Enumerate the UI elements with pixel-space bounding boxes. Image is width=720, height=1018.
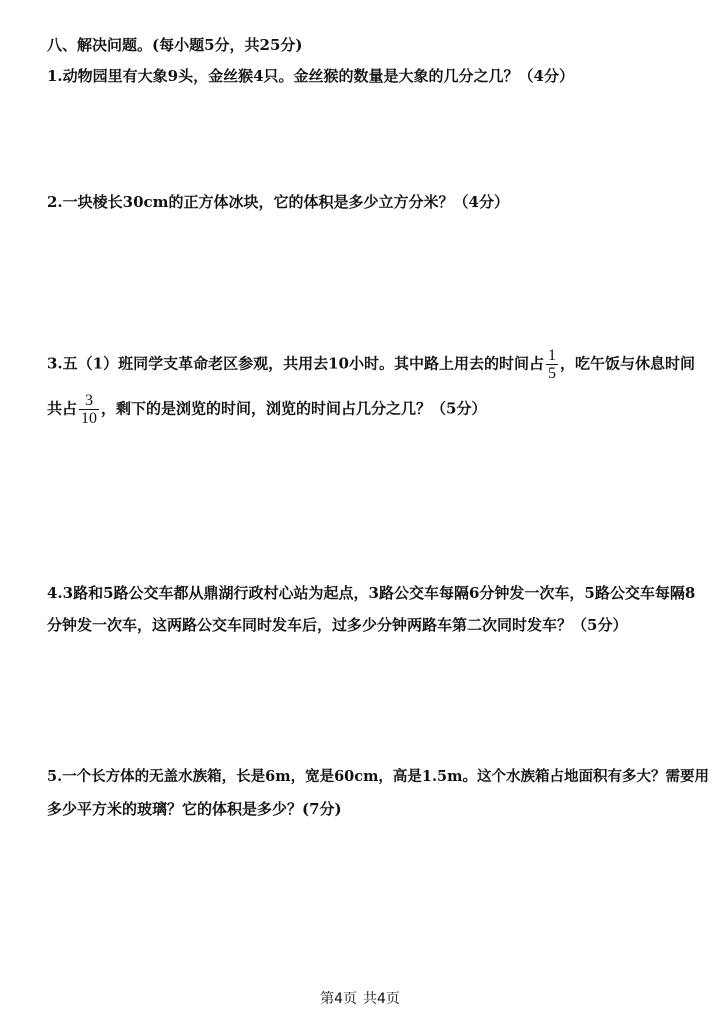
question-5-line-2: 多少平方米的玻璃？它的体积是多少？(7分) — [47, 800, 342, 818]
page-footer — [0, 988, 720, 1008]
fraction-one-fifth — [546, 347, 558, 382]
question-3-line-2 — [47, 392, 486, 427]
question-3-text-a: 3.五（1）班同学支革命老区参观，共用去10小时。其中路上用去的时间占 — [47, 354, 544, 373]
question-3-text-d: ，剩下的是浏览的时间，浏览的时间占几分之几？（5分） — [101, 399, 487, 418]
question-4-line-2: 分钟发一次车，这两路公交车同时发车后，过多少分钟两路车第二次同时发车？（5分） — [47, 616, 628, 634]
question-5-line-1: 5.一个长方体的无盖水族箱，长是6m，宽是60cm，高是1.5m。这个水族箱占地面积有多大？需要用 — [47, 768, 709, 785]
question-3-text-c: 共占 — [47, 399, 78, 418]
fraction-numerator: 1 — [547, 347, 556, 364]
fraction-denominator: 10 — [81, 410, 98, 427]
fraction-numerator: 3 — [79, 392, 99, 410]
section-heading: 八、解决问题。(每小题5分，共25分) — [47, 36, 303, 54]
fraction-three-tenths — [79, 392, 99, 427]
question-3-text-b: ，吃午饭与休息时间 — [559, 354, 695, 373]
question-2-text: 2.一块棱长30cm的正方体冰块，它的体积是多少立方分米？（4分） — [47, 193, 509, 211]
question-3-line-1 — [47, 347, 695, 382]
question-1-text: 1.动物园里有大象9头，金丝猴4只。金丝猴的数量是大象的几分之几？（4分） — [47, 67, 574, 85]
question-4-line-1: 4.3路和5路公交车都从鼎湖行政村心站为起点，3路公交车每隔6分钟发一次车，5路公交车每隔8 — [47, 584, 696, 602]
page-number: 第4页 — [320, 991, 357, 1007]
fraction-denominator: 5 — [547, 365, 556, 382]
page-total: 共4页 — [363, 991, 400, 1007]
